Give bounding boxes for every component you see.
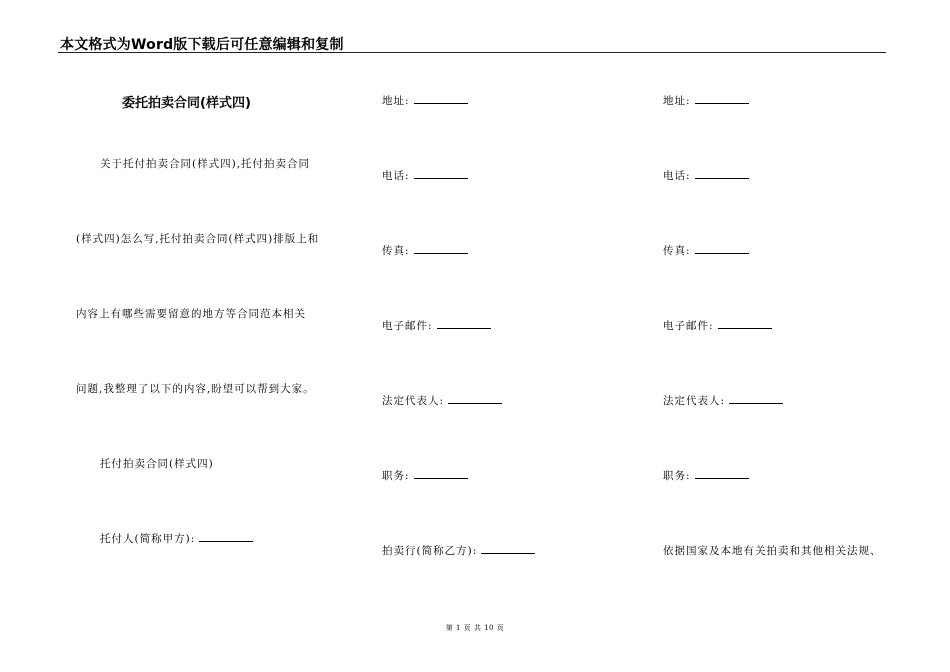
fax-label-2: 传真:	[663, 245, 691, 257]
phone-blank	[414, 170, 468, 179]
address-blank-2	[695, 95, 749, 104]
party-b-blank	[481, 545, 535, 554]
address-label-2: 地址:	[663, 95, 691, 107]
phone-field-2	[663, 168, 749, 183]
intro-line-1: 关于托付拍卖合同(样式四),托付拍卖合同	[100, 158, 311, 170]
legal-rep-label: 法定代表人:	[382, 395, 445, 407]
party-b-field	[382, 543, 535, 558]
party-a-label: 托付人(简称甲方):	[100, 533, 196, 545]
position-field-2	[663, 468, 749, 483]
email-field-2	[663, 318, 772, 333]
legal-rep-label-2: 法定代表人:	[663, 395, 726, 407]
contract-subtitle: 托付拍卖合同(样式四)	[100, 458, 214, 470]
address-field-2	[663, 93, 749, 108]
email-blank	[437, 320, 491, 329]
legal-rep-blank-2	[729, 395, 783, 404]
intro-line-4: 问题,我整理了以下的内容,盼望可以帮到大家。	[76, 383, 315, 395]
position-label: 职务:	[382, 470, 410, 482]
fax-blank-2	[695, 245, 749, 254]
email-blank-2	[718, 320, 772, 329]
email-label-2: 电子邮件:	[663, 320, 714, 332]
party-a-field	[100, 531, 253, 546]
position-blank-2	[695, 470, 749, 479]
fax-field	[382, 243, 468, 258]
legal-rep-field-2	[663, 393, 783, 408]
phone-label-2: 电话:	[663, 170, 691, 182]
phone-label: 电话:	[382, 170, 410, 182]
closing-line: 依据国家及本地有关拍卖和其他相关法规、	[663, 545, 882, 557]
phone-blank-2	[695, 170, 749, 179]
contract-title: 委托拍卖合同(样式四)	[122, 96, 251, 111]
address-label: 地址:	[382, 95, 410, 107]
fax-field-2	[663, 243, 749, 258]
email-label: 电子邮件:	[382, 320, 433, 332]
address-blank	[414, 95, 468, 104]
email-field	[382, 318, 491, 333]
position-blank	[414, 470, 468, 479]
fax-label: 传真:	[382, 245, 410, 257]
intro-line-2: (样式四)怎么写,托付拍卖合同(样式四)排版上和	[76, 233, 320, 245]
position-field	[382, 468, 468, 483]
address-field	[382, 93, 468, 108]
intro-line-3: 内容上有哪些需要留意的地方等合同范本相关	[76, 308, 306, 320]
legal-rep-field	[382, 393, 502, 408]
legal-rep-blank	[448, 395, 502, 404]
position-label-2: 职务:	[663, 470, 691, 482]
page-indicator: 第 1 页 共 10 页	[445, 624, 505, 632]
party-a-blank	[199, 533, 253, 542]
party-b-label: 拍卖行(简称乙方):	[382, 545, 478, 557]
phone-field	[382, 168, 468, 183]
document-header: 本文格式为Word版下载后可任意编辑和复制	[60, 37, 344, 53]
fax-blank	[414, 245, 468, 254]
header-divider	[58, 52, 886, 53]
